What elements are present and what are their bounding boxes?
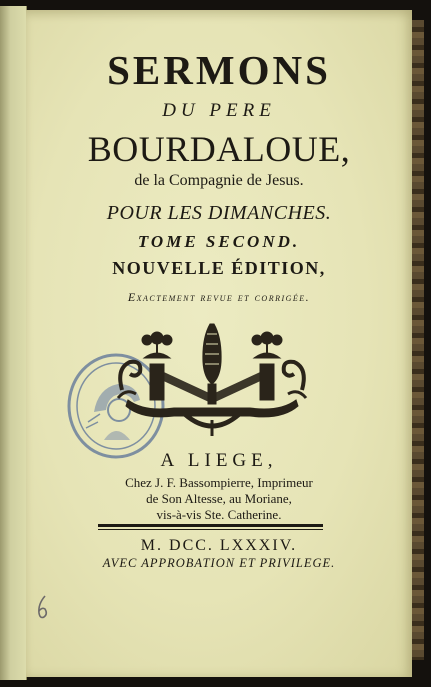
subtitle-text: DU PERE (162, 100, 276, 121)
handwritten-mark (36, 594, 50, 620)
printer-ornament (114, 318, 310, 442)
printer-line-2: de Son Altesse, au Moriane, (146, 491, 292, 506)
printer-line-1: Chez J. F. Bassompierre, Imprimeur (125, 475, 313, 490)
volume-label: TOME SECOND. (137, 232, 301, 251)
publication-date: M. DCC. LXXXIV. (140, 537, 298, 554)
edition-label: NOUVELLE ÉDITION, (112, 258, 326, 278)
thin-rule (98, 529, 323, 530)
revision-note: Exactement revue et corrigée. (127, 290, 311, 304)
imprint-place: A LIEGE, (160, 450, 278, 471)
printer-line-3: vis-à-vis Ste. Catherine. (156, 507, 282, 522)
binding-edge (410, 20, 424, 660)
author-affiliation: de la Compagnie de Jesus. (134, 172, 304, 189)
title-text: SERMONS (107, 47, 331, 93)
facing-page-edge (0, 6, 27, 680)
author-name: BOURDALOUE, (87, 129, 351, 169)
section-title: POUR LES DIMANCHES. (106, 202, 332, 224)
thick-rule (98, 524, 323, 527)
privilege-note: AVEC APPROBATION ET PRIVILEGE. (102, 556, 336, 570)
